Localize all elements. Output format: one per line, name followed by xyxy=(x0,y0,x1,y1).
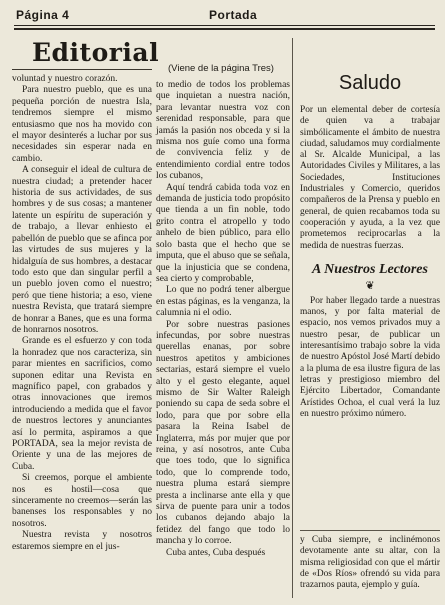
header-rule-thick xyxy=(14,28,435,30)
lectores-title: A Nuestros Lectores xyxy=(312,261,428,277)
closing-rule xyxy=(300,530,440,531)
lectores-paragraph: Por haber llegado tarde a nuestras manos, y por falta material de espacio, nos vemos privados muy a nuestro pesar, de publicar un interesantísimo trabajo sobre la vida de nuestro Apóstol José Martí debido a la pluma de esa ilustre figura de las letras y prestigioso miembro del Ejército Libertador, Comandante Arístides Ochoa, el cual verá la luz en nuestro próximo número. xyxy=(300,295,440,419)
editorial-body xyxy=(12,74,152,553)
saludo-paragraph: Por un elemental deber de cortesía de quien va a trabajar simbólicamente el ámbito de nuestra ciudad, saludamos muy cordialmente al Sr. Alcalde Municipal, a las Autoridades Civiles y Militares, a las Sociedades, Instituciones Industriales y Comercio, queridos compañeros de la Prensa y pueblo en general, de quien recabamos toda su cooperación y ayuda, a la vez que prometemos reciprocarlas a la medida de nuestras fuerzas. xyxy=(300,105,440,251)
continuation-body xyxy=(156,80,290,559)
closing-column xyxy=(300,535,440,591)
continuation-paragraph: Aquí tendrá cabida toda voz en demanda de justicia todo propósito que tienda a un fin noble, todo grito contra el atropello y todo anhelo de bien público, para ello solo basta que el hecho que se imputa, que el abuso que se señala, que la injusticia que se condena, sea cierto y comprobable, xyxy=(156,182,290,284)
lectores-body xyxy=(300,296,440,420)
section-name: Portada xyxy=(209,8,258,22)
header-rule-thin xyxy=(14,25,435,26)
closing-body xyxy=(300,535,440,591)
editorial-paragraph: Si creemos, porque el ambiente nos es hostil—cosa que sinceramente no creemos—serán las banenses los responsables y no nosotros. xyxy=(12,473,152,529)
editorial-paragraph: A conseguir el ideal de cultura de nuestra ciudad; a pretender hacer historia de sus actividades, de sus hombres y de sus cosas; a mantener latente un espíritu de superación y de trabajo, a llevar enhiesto el pabellón de pueblo que se afinca por las virtudes de sus mujeres y la hidalguía de sus hombres, a destacar todo esto que dan singular perfil a un pueblo joven como el nuestro; peró que tiene historia; a eso, viene nuestra Revista, que tratará siempre de honrar a Banes, que es una forma de honrarnos nosotros. xyxy=(12,165,152,335)
continuation-column xyxy=(156,80,290,559)
continuation-paragraph: Lo que no podrá tener albergue en estas páginas, es la venganza, la calumnia ni el odio. xyxy=(156,285,290,319)
saludo-title: Saludo xyxy=(338,72,402,94)
continuation-note: (Viene de la página Tres) xyxy=(168,63,274,74)
editorial-paragraph: voluntad y nuestro corazón. xyxy=(12,74,118,84)
editorial-paragraph: Para nuestro pueblo, que es una pequeña porción de nuestra Isla, tendremos siempre el mismo entusiasmo que nos ha movido con el mayor desinterés a luchar por sus necesidades sin esperar nada en cambio. xyxy=(12,85,152,164)
editorial-column xyxy=(12,38,160,553)
continuation-paragraph: to medio de todos los problemas que inquietan a nuestra nación, para levantar nuestra voz con serenidad responsable, para que jamás la pasión nos obceda y si la misma nos guíe como una forma de convivencia feliz y de entendimiento cordial entre todos los cubanos, xyxy=(156,80,290,182)
page-header xyxy=(14,3,435,25)
page-number: Página 4 xyxy=(16,8,70,22)
editorial-paragraph: Grande es el esfuerzo y con toda la honradez que nos caracteriza, sin parar mientes en sacrificios, como suponen editar una Revista en magnífico papel, con grabados y otras innovaciones que iremos introduciendo a medida que el favor de nuestros lectores y anunciantes así lo permita, aspiramos a que PORTADA, sea la mejor revista de Oriente y una de las mejores de Cuba. xyxy=(12,336,152,472)
closing-paragraph: y Cuba siempre, e inclinémonos devotamente ante su altar, con la misma religiosidad con que el mártir de «Dos Ríos» ofrendó su vida para trazarnos pauta, ejemplo y guía. xyxy=(300,535,440,591)
fleuron-ornament: ❦ xyxy=(365,279,375,292)
saludo-column xyxy=(300,66,440,420)
saludo-body xyxy=(300,105,440,252)
column-divider xyxy=(292,38,293,598)
continuation-paragraph: Cuba antes, Cuba después xyxy=(166,547,266,558)
editorial-paragraph: Nuestra revista y nosotros estaremos siempre en el jus- xyxy=(12,530,152,552)
continuation-paragraph: Por sobre nuestras pasiones infecundas, por sobre nuestras querellas enanas, por sobre nuestros apetitos y ambiciones sectarias, estará siempre el vuelo alto y el gesto elegante, aquel mismo de Sir Walter Raleigh poniendo su capa de seda sobre el lodo, para que por sobre ella pasara la Reina Isabel de Inglaterra, más por mujer que por reina, y así nosotros, ante Cuba que toes todo, que lo significa todo, que lo comprende todo, nuestra pluma estará siempre presta a inclinarse ante ella y que sirva de puente para unir a todos los cubanos dejando abajo la fetidez del fango que todo lo mancha y lo corroe. xyxy=(156,319,290,547)
editorial-title: Editorial xyxy=(12,38,152,70)
